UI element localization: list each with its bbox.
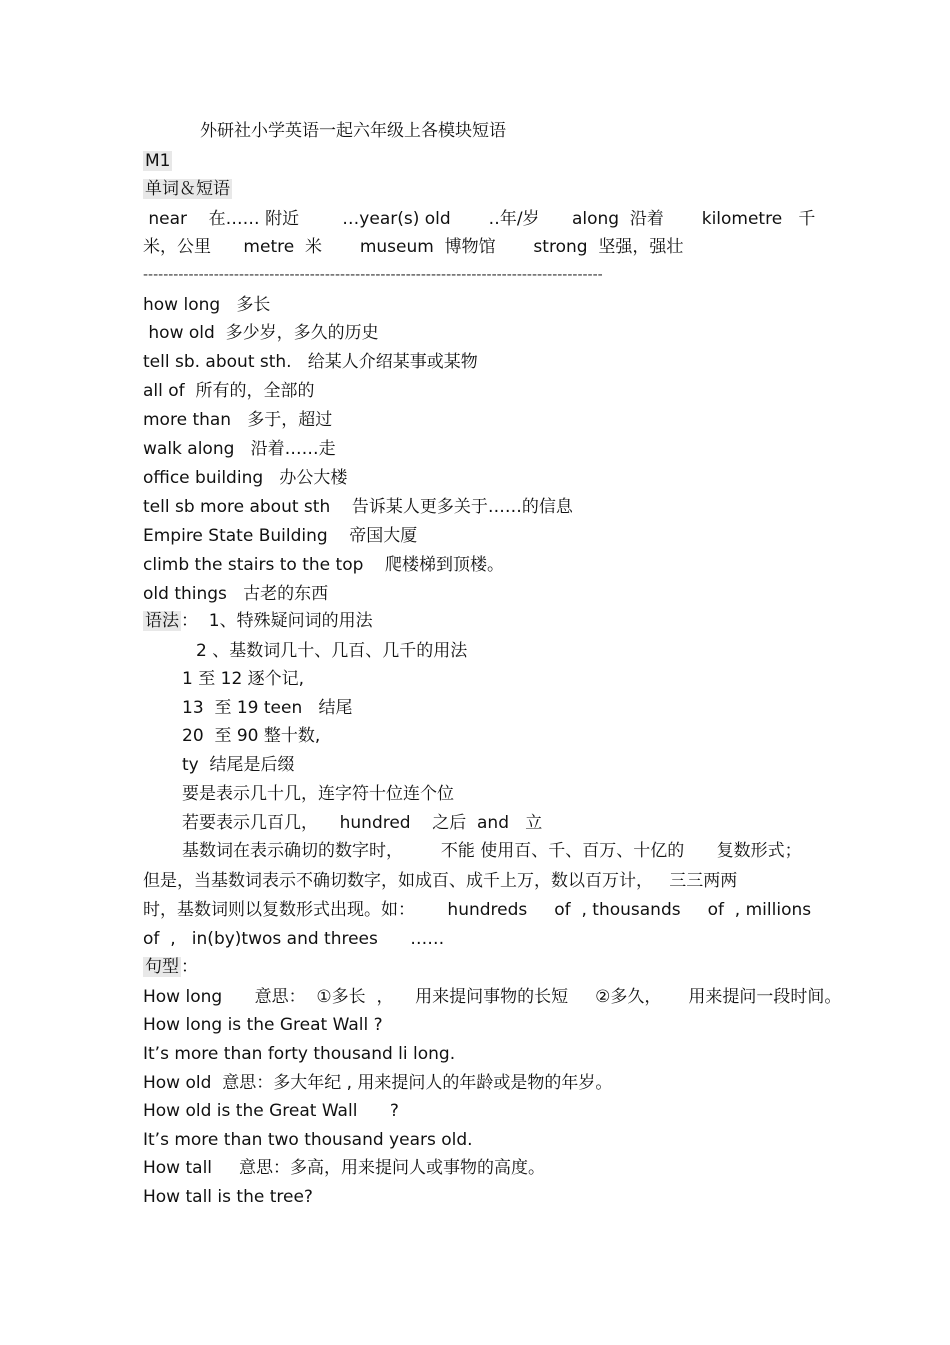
phrase-item: all of 所有的，全部的	[143, 381, 315, 401]
pattern-line: How tall is the tree?	[143, 1187, 313, 1207]
vocab-heading	[143, 178, 232, 200]
phrase-item: office building 办公大楼	[143, 468, 348, 488]
grammar-label: 语法	[145, 611, 179, 631]
grammar-item-2: 2 、基数词几十、几百、几千的用法	[196, 641, 468, 661]
pattern-line: How old 意思：多大年纪 , 用来提问人的年龄或是物的年岁。	[143, 1073, 613, 1093]
phrase-item: old things 古老的东西	[143, 584, 329, 604]
grammar-rule: 要是表示几十几，连字符十位连个位	[182, 784, 454, 804]
pattern-line: How tall 意思：多高，用来提问人或事物的高度。	[143, 1158, 546, 1178]
grammar-rule: 若要表示几百几， hundred 之后 and 立	[182, 813, 543, 833]
grammar-heading	[143, 610, 373, 632]
grammar-rule: ty 结尾是后缀	[182, 755, 295, 775]
pattern-line: It’s more than forty thousand li long.	[143, 1044, 456, 1064]
phrase-item: walk along 沿着……走	[143, 439, 336, 459]
phrase-item: tell sb. about sth. 给某人介绍某事或某物	[143, 352, 478, 372]
phrase-item: how long 多长	[143, 295, 271, 315]
vocab-heading-text: 单词＆短语	[145, 179, 230, 199]
grammar-rule: 20 至 90 整十数,	[182, 726, 321, 746]
grammar-rule: 1 至 12 逐个记,	[182, 669, 305, 689]
module-label	[143, 150, 172, 172]
vocab-line-2: 米，公里 metre 米 museum 博物馆 strong 坚强，强壮	[143, 237, 684, 257]
pattern-line: How long 意思： ①多长 ， 用来提问事物的长短 ②多久， 用来提问一段时间。	[143, 987, 842, 1007]
phrase-item: Empire State Building 帝国大厦	[143, 526, 418, 546]
grammar-paragraph-line: 但是，当基数词表示不确切数字，如成百、成千上万，数以百万计， 三三两两	[143, 871, 738, 891]
pattern-label: 句型	[145, 957, 179, 977]
doc-title: 外研社小学英语一起六年级上各模块短语	[200, 121, 506, 141]
grammar-paragraph-line: 时，基数词则以复数形式出现。如： hundreds of , thousands of , millions	[143, 900, 812, 920]
pattern-line: How long is the Great Wall ?	[143, 1015, 383, 1035]
pattern-colon: ：	[181, 957, 198, 977]
pattern-heading	[143, 956, 198, 978]
pattern-line: How old is the Great Wall ?	[143, 1101, 399, 1121]
grammar-item-1: ： 1、特殊疑问词的用法	[181, 611, 373, 631]
pattern-line: It’s more than two thousand years old.	[143, 1130, 473, 1150]
phrase-item: more than 多于，超过	[143, 410, 333, 430]
grammar-paragraph-line: of , in(by)twos and threes ……	[143, 929, 445, 949]
phrase-item: tell sb more about sth 告诉某人更多关于……的信息	[143, 497, 573, 517]
phrase-item: climb the stairs to the top 爬楼梯到顶楼。	[143, 555, 505, 575]
vocab-line-1: near 在…… 附近 …year(s) old ‥年/岁 along 沿着 kilometre 千	[143, 209, 816, 229]
grammar-paragraph-line: 基数词在表示确切的数字时， 不能 使用百、千、百万、十亿的 复数形式；	[182, 841, 802, 861]
divider-line: -------------------------------------------------------------------------------------------	[143, 267, 603, 283]
grammar-rule: 13 至 19 teen 结尾	[182, 698, 353, 718]
phrase-item: how old 多少岁，多久的历史	[143, 323, 379, 343]
module-label-text: M1	[145, 151, 171, 171]
